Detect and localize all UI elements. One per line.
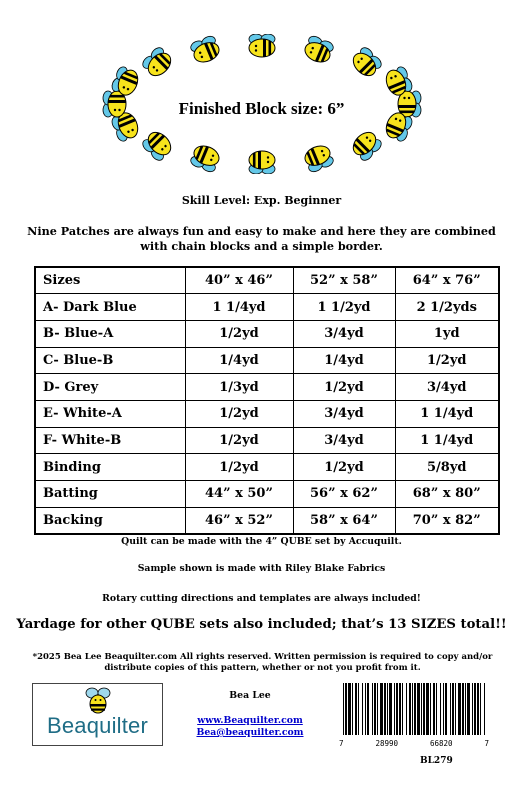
table-cell: 1 1/4yd xyxy=(185,294,293,321)
fabric-label: E- White-A xyxy=(35,400,185,427)
table-row xyxy=(35,507,499,534)
pattern-description: Nine Patches are always fun and easy to make and here they are combined with chain blocks and a simple border. xyxy=(27,224,496,253)
skill-level: Skill Level: Exp. Beginner xyxy=(181,194,342,207)
table-cell: 1/4yd xyxy=(293,347,395,374)
bee-icon xyxy=(302,34,335,65)
barcode-digit-group: 7 xyxy=(339,739,344,748)
table-row xyxy=(35,427,499,454)
barcode-digit-group: 66820 xyxy=(429,739,453,748)
yardage-table xyxy=(34,266,500,535)
author-name: Bea Lee xyxy=(229,690,271,701)
table-cell: 1/2yd xyxy=(185,427,293,454)
table-cell: 44” x 50” xyxy=(185,481,293,508)
table-cell: 1/3yd xyxy=(185,374,293,401)
table-cell: 58” x 64” xyxy=(293,507,395,534)
table-cell: 56” x 62” xyxy=(293,481,395,508)
fabric-label: C- Blue-B xyxy=(35,347,185,374)
bee-icon xyxy=(140,128,175,163)
table-header-row xyxy=(35,267,499,294)
bee-icon xyxy=(189,142,222,173)
column-header: 52” x 58” xyxy=(293,267,395,294)
bee-icon xyxy=(349,128,384,163)
bee-icon xyxy=(83,686,113,714)
qube-note: Quilt can be made with the 4” QUBE set by Accuquilt. xyxy=(121,536,402,547)
fabric-label: Batting xyxy=(35,481,185,508)
table-cell: 2 1/2yds xyxy=(395,294,499,321)
fabric-note: Sample shown is made with Riley Blake Fabrics xyxy=(137,563,386,574)
table-cell: 1/4yd xyxy=(185,347,293,374)
column-header: Sizes xyxy=(35,267,185,294)
bee-icon xyxy=(189,34,222,65)
table-cell: 1 1/4yd xyxy=(395,427,499,454)
rotary-note: Rotary cutting directions and templates are always included! xyxy=(102,593,421,604)
table-cell: 1/2yd xyxy=(293,454,395,481)
email-link[interactable]: Bea@beaquilter.com xyxy=(196,727,304,738)
table-cell: 68” x 80” xyxy=(395,481,499,508)
column-header: 64” x 76” xyxy=(395,267,499,294)
fabric-label: D- Grey xyxy=(35,374,185,401)
column-header: 40” x 46” xyxy=(185,267,293,294)
bee-icon xyxy=(249,34,275,57)
table-cell: 3/4yd xyxy=(293,320,395,347)
bee-icon xyxy=(349,45,384,80)
yardage-note: Yardage for other QUBE sets also included; that’s 13 SIZES total!! xyxy=(16,617,507,632)
barcode-digit-group: 7 xyxy=(484,739,489,748)
barcode-digit-group: 28990 xyxy=(375,739,399,748)
table-row xyxy=(35,320,499,347)
table-cell: 1/2yd xyxy=(185,400,293,427)
fabric-label: Binding xyxy=(35,454,185,481)
table-cell: 1/2yd xyxy=(185,320,293,347)
table-cell: 3/4yd xyxy=(395,374,499,401)
table-cell: 1/2yd xyxy=(395,347,499,374)
table-cell: 1/2yd xyxy=(293,374,395,401)
table-cell: 5/8yd xyxy=(395,454,499,481)
table-row xyxy=(35,347,499,374)
table-cell: 1 1/4yd xyxy=(395,400,499,427)
fabric-label: F- White-B xyxy=(35,427,185,454)
bee-icon xyxy=(302,142,335,173)
table-row xyxy=(35,400,499,427)
table-row xyxy=(35,374,499,401)
fabric-label: Backing xyxy=(35,507,185,534)
bee-icon xyxy=(140,45,175,80)
table-cell: 3/4yd xyxy=(293,400,395,427)
barcode-digits xyxy=(339,739,489,748)
table-row xyxy=(35,454,499,481)
table-cell: 46” x 52” xyxy=(185,507,293,534)
finished-block-size: Finished Block size: 6” xyxy=(178,99,345,118)
beaquilter-logo xyxy=(32,683,163,746)
bee-icon xyxy=(249,151,275,174)
table-row xyxy=(35,294,499,321)
table-cell: 1 1/2yd xyxy=(293,294,395,321)
fabric-label: B- Blue-A xyxy=(35,320,185,347)
pattern-code: BL279 xyxy=(420,756,453,766)
table-row xyxy=(35,481,499,508)
logo-wordmark: Beaquilter xyxy=(46,713,149,738)
copyright-notice: *2025 Bea Lee Beaquilter.com All rights reserved. Written permission is required to copy and/or distribute copies of this pattern, whether or not you profit from it. xyxy=(32,652,493,673)
barcode-icon xyxy=(339,683,489,737)
website-link[interactable]: www.Beaquilter.com xyxy=(197,715,303,726)
table-cell: 1yd xyxy=(395,320,499,347)
table-cell: 3/4yd xyxy=(293,427,395,454)
table-cell: 70” x 82” xyxy=(395,507,499,534)
table-cell: 1/2yd xyxy=(185,454,293,481)
fabric-label: A- Dark Blue xyxy=(35,294,185,321)
